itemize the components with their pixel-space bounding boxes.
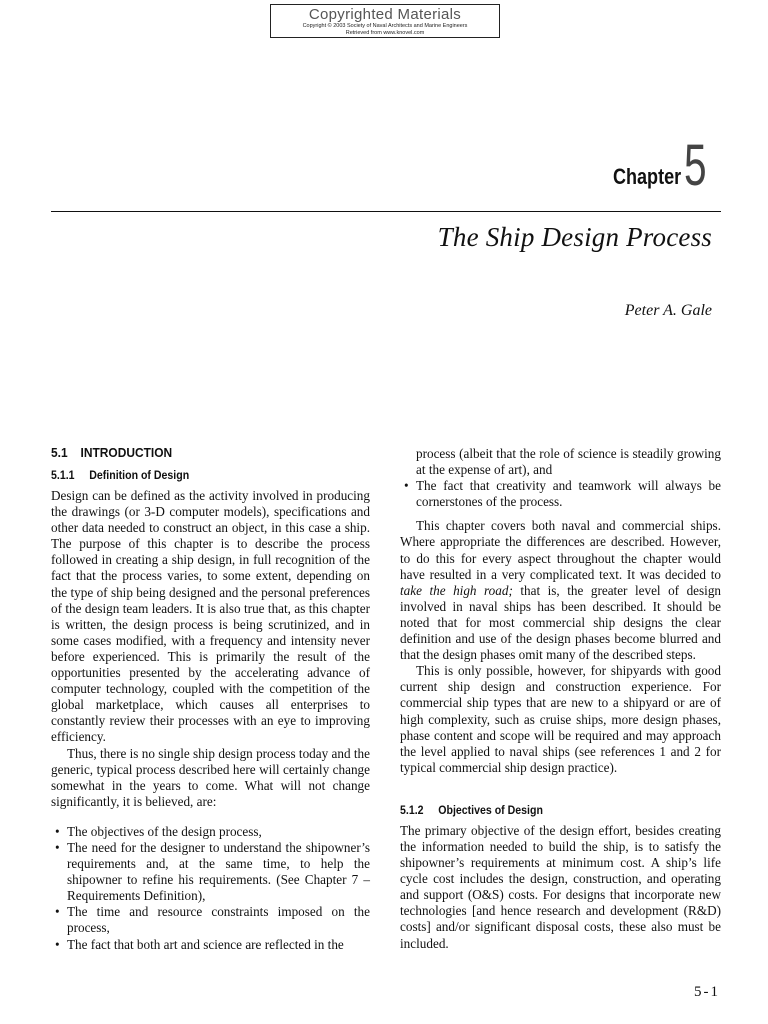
chapter-author: Peter A. Gale: [624, 302, 712, 319]
subsection-number: 5.1.1: [51, 470, 75, 482]
section-heading: [51, 445, 344, 461]
paragraph-no-single-process: Thus, there is no single ship design process today and the generic, typical process described here will certainly change somewhat in the years to come. What will not change significantly, it is believed, are:: [51, 745, 370, 809]
header-rule: [51, 211, 721, 212]
section-number: 5.1: [51, 445, 68, 460]
bullet-icon: •: [55, 839, 60, 855]
copyright-box: [270, 4, 500, 38]
copyright-title: Copyrighted Materials: [308, 6, 462, 23]
chapter-heading: [598, 133, 712, 198]
paragraph-shipyards: This is only possible, however, for shipyards with good current ship design and construction experience. For commercial ship types that are new to a shipyard or are of high complexity, such as cruise ships, more design phases, phase content and scope will be required and may approach the level applied to naval ships (see references 1 and 2 for typical commercial ship design practice).: [400, 663, 721, 775]
chapter-label: Chapter: [612, 164, 681, 189]
subsection-number: 5.1.2: [400, 804, 424, 817]
list-item: • The fact that both art and science are reflected in the: [55, 936, 344, 952]
bullet-icon: •: [55, 904, 60, 920]
list-item: • The time and resource constraints imposed on the process,: [55, 904, 370, 936]
subsection-title: Objectives of Design: [438, 804, 543, 817]
left-column: [51, 445, 370, 953]
paragraph-objectives: The primary objective of the design effort, besides creating the information needed to build the ship, is to satisfy the shipowner’s requirements at minimum cost. A ship’s life cycle cost includes the design, construction, and operating and support (O&S) costs. For designs that incorporate new technologies [and hence research and development (R&D) costs] and/or significant disposal costs, these also must be included.: [400, 822, 721, 951]
copyright-source: Retrieved from www.knovel.com: [345, 30, 425, 36]
subsection-heading-definition: [51, 469, 344, 483]
emphasis-text: take the high road;: [400, 582, 513, 598]
bullet-list-continued: [400, 478, 721, 510]
subsection-heading-objectives: [400, 804, 695, 818]
chapter-title: The Ship Design Process: [437, 222, 712, 252]
bullet-continuation: process (albeit that the role of science is steadily growing at the expense of art), and: [416, 446, 721, 478]
bullet-list: [51, 824, 370, 953]
page-number: 5-1: [694, 984, 720, 1000]
paragraph-naval-commercial: This chapter covers both naval and commercial ships. Where appropriate the differences are described. However, to do this for every aspect throughout the chapter would have resulted in a very complicated text. It was decided to take the high road; that is, the greater level of design involved in naval ships has been described. It should be noted that for most commercial ship designs the clear definition and use of the design phases become blurred and that the design phases omit many of the described steps.: [400, 518, 722, 663]
section-title: INTRODUCTION: [80, 445, 173, 460]
bullet-icon: •: [55, 823, 60, 839]
list-item: • The need for the designer to understand the shipowner’s requirements and, at the same time, to help the shipowner to refine his requirements. (See Chapter 7 – Requirements Definition),: [55, 839, 370, 904]
subsection-title: Definition of Design: [89, 470, 190, 482]
list-item: • The objectives of the design process,: [55, 823, 262, 839]
bullet-icon: •: [55, 936, 60, 952]
copyright-notice: Copyright © 2003 Society of Naval Architects and Marine Engineers: [302, 23, 468, 29]
chapter-number: 5: [684, 133, 707, 198]
paragraph-definition: Design can be defined as the activity involved in producing the drawings (or 3-D computer models), specifications and other data needed to construct an object, in this case a ship. The purpose of this chapter is to describe the process followed in creating a ship design, in full recognition of the fact that the process varies, to some extent, depending on the type of ship being designed and the personal preferences of the design team leaders. It is also true that, as this chapter is written, the design process is being scrutinized, and in some cases modified, with a frequency and intensity never before experienced. This is primarily the result of the opportunities presented by the accelerating advance of computer technology, coupled with the competition of the global marketplace, which causes all enterprises to constantly review their processes with an eye to improving efficiency.: [51, 488, 370, 745]
bullet-icon: •: [404, 478, 409, 494]
list-item: • The fact that creativity and teamwork will always be cornerstones of the process.: [404, 478, 721, 510]
right-column: [400, 446, 721, 952]
